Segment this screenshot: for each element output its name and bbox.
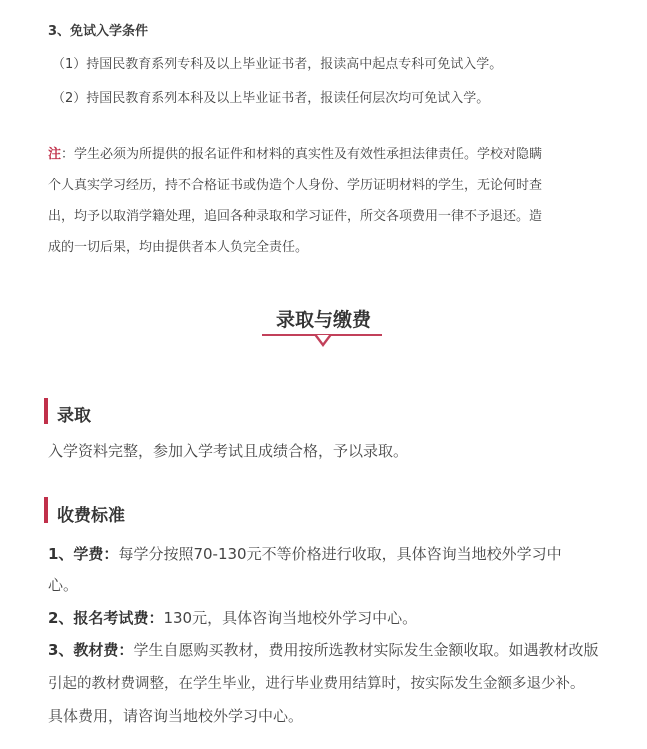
fee-textbook-line-2: 引起的教材费调整，在学生毕业，进行毕业费用结算时，按实际发生金额多退少补。 [48, 676, 585, 692]
fee-tuition-line-1 [48, 543, 562, 564]
fee-textbook-line-1 [48, 639, 598, 660]
fee-tuition-line-2: 心。 [48, 576, 79, 594]
note-label: 注 [48, 147, 62, 162]
fee-textbook-label: 3、教材费： [48, 641, 134, 659]
note-text: ：学生必须为所提供的报名证件和材料的真实性及有效性承担法律责任。学校对隐瞒 [61, 147, 543, 162]
note-line-1 [48, 145, 542, 165]
fees-heading: 收费标准 [57, 506, 125, 526]
fee-exam-label: 2、报名考试费： [48, 609, 164, 627]
section-title-pointer-inner [317, 335, 329, 343]
admission-heading: 录取 [57, 406, 91, 426]
note-line-3: 出，均予以取消学籍处理，追回各种录取和学习证件，所交各项费用一律不予退还。造 [48, 209, 543, 224]
admission-text: 入学资料完整，参加入学考试且成绩合格，予以录取。 [48, 442, 409, 460]
fee-tuition-text: 每学分按照70-130元不等价格进行收取，具体咨询当地校外学习中 [118, 545, 562, 563]
fee-exam-text: 130元，具体咨询当地校外学习中心。 [163, 609, 418, 627]
exempt-heading: 3、免试入学条件 [48, 24, 149, 39]
exempt-item-1: （1）持国民教育系列专科及以上毕业证书者，报读高中起点专科可免试入学。 [52, 57, 503, 72]
fees-accent-bar [44, 497, 48, 523]
fee-textbook-line-3: 具体费用，请咨询当地校外学习中心。 [48, 707, 304, 725]
exempt-item-2: （2）持国民教育系列本科及以上毕业证书者，报读任何层次均可免试入学。 [52, 91, 490, 106]
fee-textbook-text: 学生自愿购买教材，费用按所选教材实际发生金额收取。如遇教材改版 [133, 641, 599, 659]
admission-accent-bar [44, 398, 48, 424]
fee-tuition-label: 1、学费： [48, 545, 119, 563]
note-line-2: 个人真实学习经历，持不合格证书或伪造个人身份、学历证明材料的学生，无论何时查 [48, 178, 543, 193]
note-line-4: 成的一切后果，均由提供者本人负完全责任。 [48, 240, 309, 255]
fee-exam-line [48, 607, 417, 628]
section-title: 录取与缴费 [275, 309, 371, 331]
